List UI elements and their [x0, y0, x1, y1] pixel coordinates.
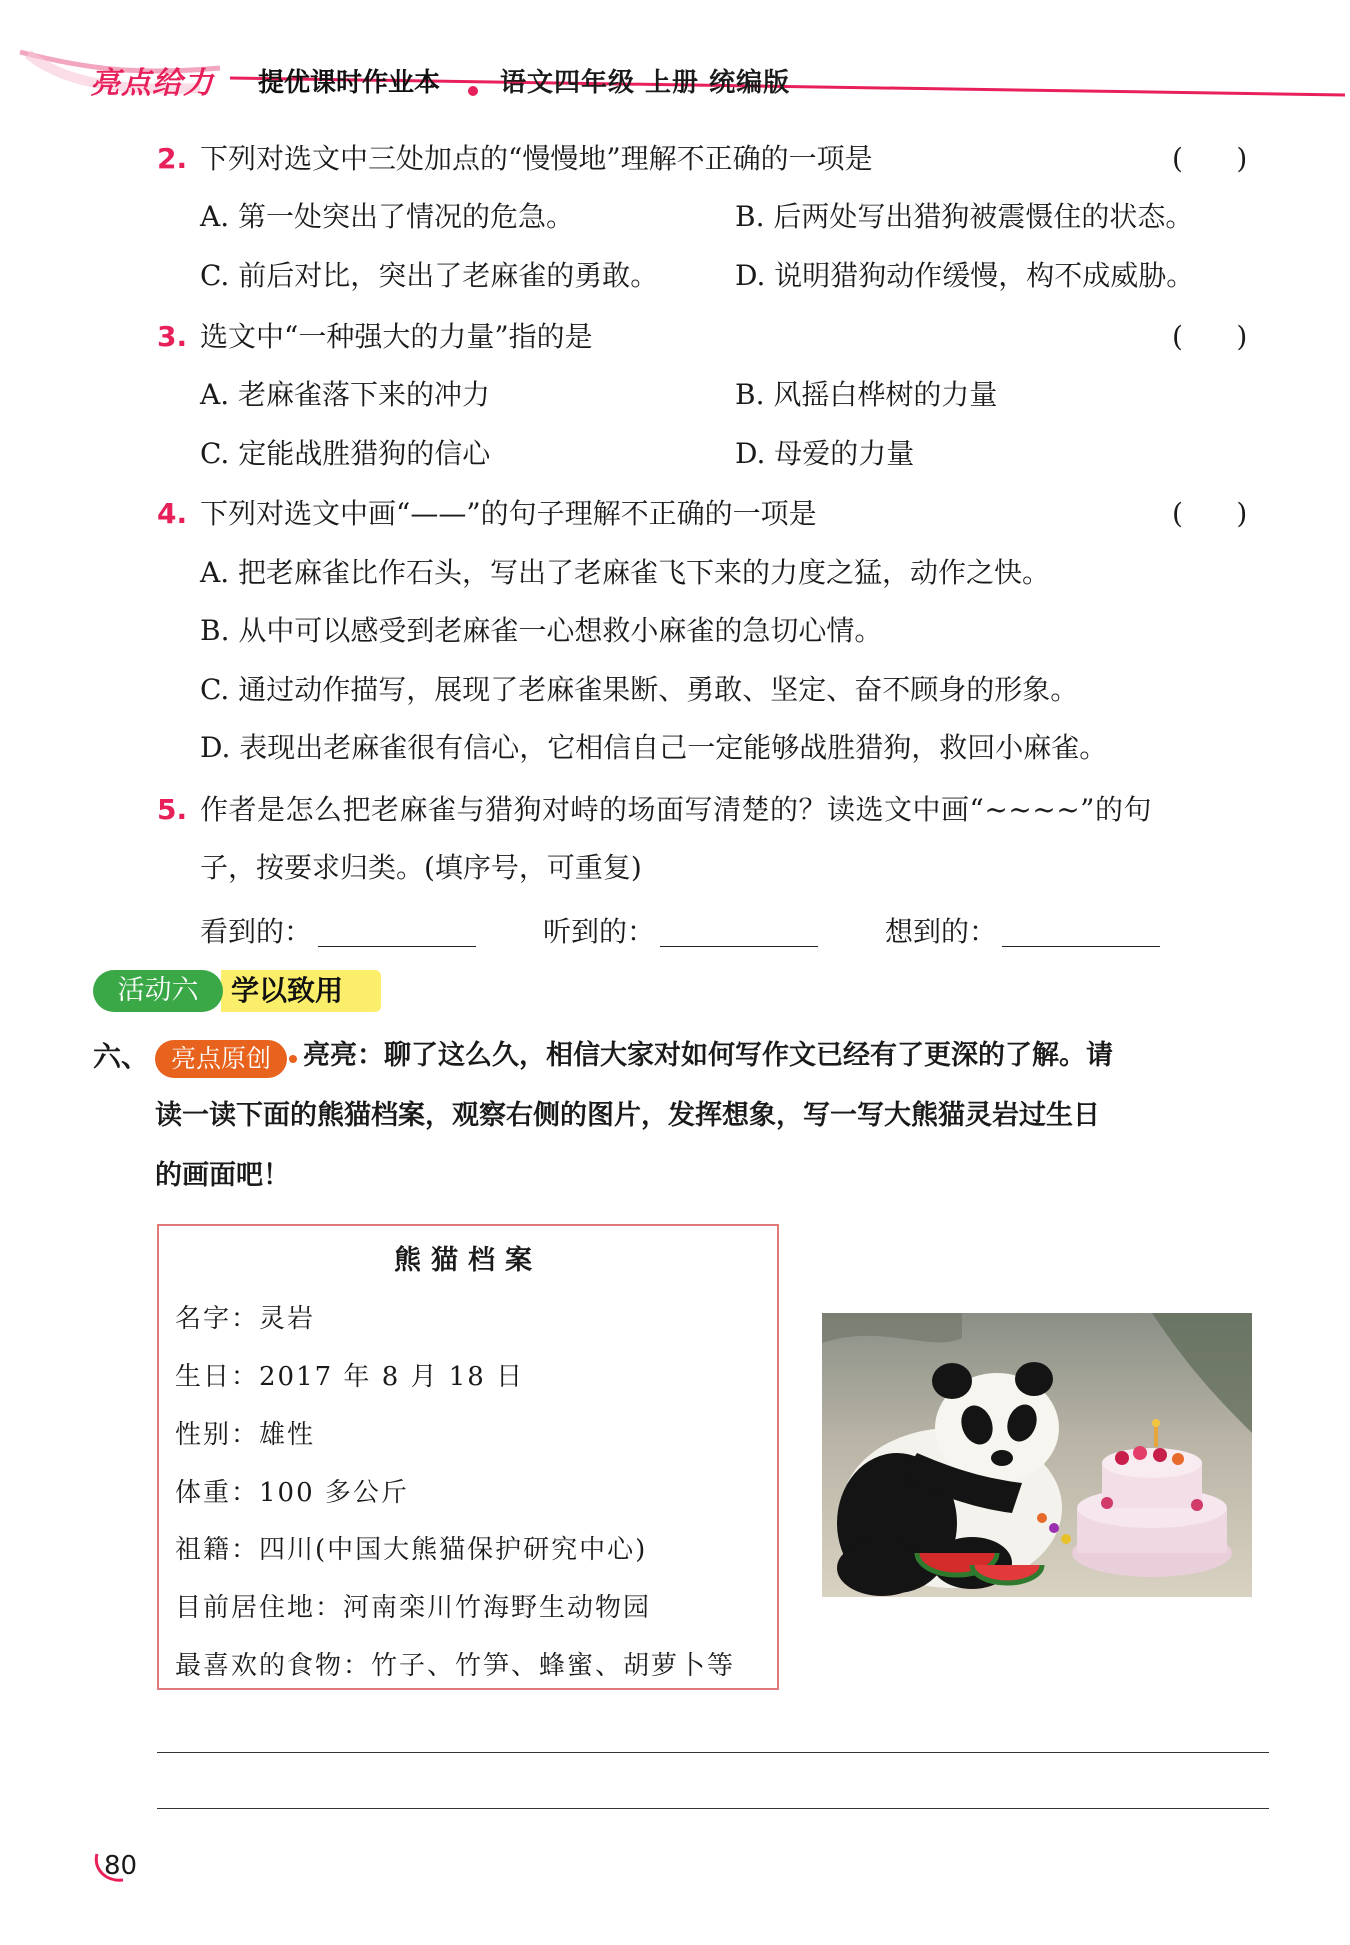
page-header [0, 0, 1350, 110]
profile-birthday: 生日：2017 年 8 月 18 日 [175, 1362, 525, 1392]
writing-line[interactable] [157, 1808, 1269, 1809]
option-a: A. 第一处突出了情况的危急。 [200, 200, 575, 233]
book-subtitle: 提优课时作业本 [258, 68, 441, 98]
activity-title: 学以致用 [221, 970, 381, 1012]
option-b: B. 后两处写出猎狗被震慑住的状态。 [735, 200, 1194, 233]
blank-label-thought: 想到的： [885, 915, 998, 948]
activity-tag: 活动六 [93, 970, 223, 1012]
option-a: A. 老麻雀落下来的冲力 [200, 378, 491, 411]
option-b: B. 从中可以感受到老麻雀一心想救小麻雀的急切心情。 [200, 614, 883, 647]
panda-profile-card [157, 1224, 779, 1690]
answer-blank-seen[interactable] [318, 946, 476, 947]
question-number: 4. [157, 497, 188, 530]
task-number: 六、 [93, 1040, 150, 1073]
page-number: 80 [104, 1851, 138, 1881]
option-d: D. 表现出老麻雀很有信心，它相信自己一定能够战胜猎狗，救回小麻雀。 [200, 731, 1108, 764]
task-prompt-line: 亮亮：聊了这么久，相信大家对如何写作文已经有了更深的了解。请 [303, 1040, 1113, 1071]
option-d: D. 母爱的力量 [735, 437, 915, 470]
answer-bracket[interactable]: ( ) [1172, 497, 1248, 530]
profile-gender: 性别：雄性 [175, 1420, 316, 1450]
blank-label-seen: 看到的： [200, 915, 313, 948]
answer-blank-heard[interactable] [660, 946, 818, 947]
option-d: D. 说明猎狗动作缓慢，构不成威胁。 [735, 259, 1195, 292]
question-number: 5. [157, 793, 188, 826]
panda-birthday-photo [822, 1313, 1252, 1597]
profile-origin: 祖籍：四川(中国大熊猫保护研究中心) [175, 1535, 648, 1565]
question-stem-continued: 子，按要求归类。(填序号，可重复) [200, 851, 642, 884]
option-b: B. 风摇白桦树的力量 [735, 378, 998, 411]
blank-label-heard: 听到的： [543, 915, 656, 948]
answer-bracket[interactable]: ( ) [1172, 142, 1248, 175]
option-c: C. 前后对比，突出了老麻雀的勇敢。 [200, 259, 659, 292]
profile-residence: 目前居住地：河南栾川竹海野生动物园 [175, 1593, 652, 1623]
answer-bracket[interactable]: ( ) [1172, 320, 1248, 353]
brand-logo: 亮点给力 [90, 66, 214, 101]
option-a: A. 把老麻雀比作石头，写出了老麻雀飞下来的力度之猛，动作之快。 [200, 556, 1051, 589]
panda-photo-illustration [822, 1313, 1252, 1597]
option-c: C. 定能战胜猎狗的信心 [200, 437, 491, 470]
header-dot-icon [468, 86, 478, 96]
profile-weight: 体重：100 多公斤 [175, 1478, 409, 1508]
task-prompt-line: 的画面吧！ [155, 1160, 290, 1191]
task-prompt-line: 读一读下面的熊猫档案，观察右侧的图片，发挥想象，写一写大熊猫灵岩过生日 [155, 1100, 1100, 1131]
grade-label: 语文四年级 上册 统编版 [500, 68, 791, 98]
question-stem: 下列对选文中三处加点的“慢慢地”理解不正确的一项是 [200, 142, 873, 175]
question-stem: 下列对选文中画“——”的句子理解不正确的一项是 [200, 497, 817, 530]
writing-line[interactable] [157, 1752, 1269, 1753]
answer-blank-thought[interactable] [1002, 946, 1160, 947]
question-stem: 选文中“一种强大的力量”指的是 [200, 320, 593, 353]
profile-name: 名字：灵岩 [175, 1304, 316, 1334]
original-badge: 亮点原创 [155, 1040, 287, 1078]
badge-dot-icon [289, 1055, 297, 1063]
question-number: 2. [157, 142, 188, 175]
profile-favorite-food: 最喜欢的食物：竹子、竹笋、蜂蜜、胡萝卜等 [175, 1651, 736, 1681]
question-stem: 作者是怎么把老麻雀与猎狗对峙的场面写清楚的？读选文中画“~~~~”的句 [200, 793, 1152, 826]
option-c: C. 通过动作描写，展现了老麻雀果断、勇敢、坚定、奋不顾身的形象。 [200, 673, 1079, 706]
profile-title: 熊猫档案 [394, 1245, 542, 1276]
question-number: 3. [157, 320, 188, 353]
